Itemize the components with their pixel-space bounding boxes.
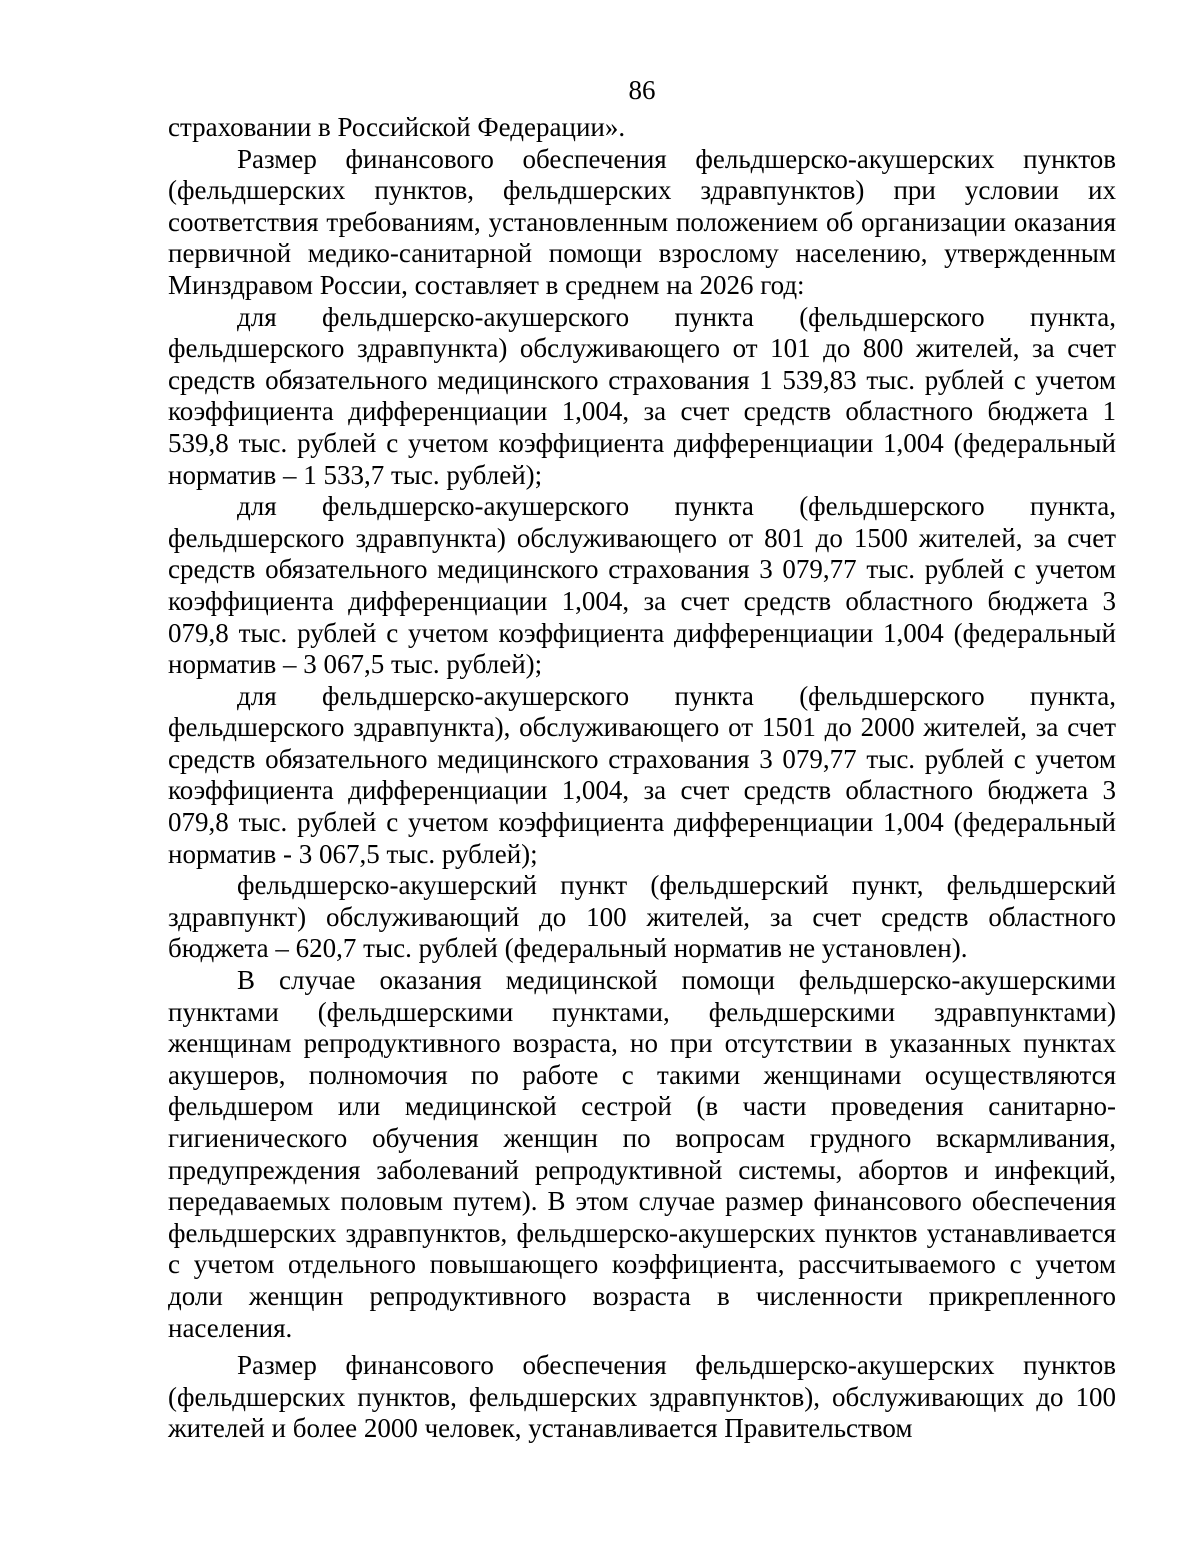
paragraph-fap-801-1500: для фельдшерско-акушерского пункта (фельдшерского пункта, фельдшерского здравпункта) обслуживающего от 801 до 1500 жителей, за счет средств обязательного медицинского страхования 3 079,77 тыс. рублей с учетом коэффициента дифференциации 1,004, за счет средств областного бюджета 3 079,8 тыс. рублей с учетом коэффициента дифференциации 1,004 (федеральный норматив – 3 067,5 тыс. рублей); xyxy=(168,491,1116,680)
page-number: 86 xyxy=(628,75,656,105)
paragraph-financing-size: Размер финансового обеспечения фельдшерско-акушерских пунктов (фельдшерских пунктов, фельдшерских здравпунктов) при условии их соответствия требованиям, установленным положением об организации оказания первичной медико-санитарной помощи взрослому населению, утвержденным Минздравом России, составляет в среднем на 2026 год: xyxy=(168,143,1116,300)
paragraph-fap-1501-2000: для фельдшерско-акушерского пункта (фельдшерского пункта, фельдшерского здравпункта), обслуживающего от 1501 до 2000 жителей, за счет средств обязательного медицинского страхования 3 079,77 тыс. рублей с учетом коэффициента дифференциации 1,004, за счет средств областного бюджета 3 079,8 тыс. рублей с учетом коэффициента дифференциации 1,004 (федеральный норматив - 3 067,5 тыс. рублей); xyxy=(168,680,1116,869)
paragraph-fap-up-to-100: фельдшерско-акушерский пункт (фельдшерский пункт, фельдшерский здравпункт) обслуживающий до 100 жителей, за счет средств областного бюджета – 620,7 тыс. рублей (федеральный норматив не установлен). xyxy=(168,870,1116,964)
paragraph-continuation: страховании в Российской Федерации». xyxy=(168,112,626,142)
paragraph-government-set: Размер финансового обеспечения фельдшерско-акушерских пунктов (фельдшерских пунктов, фельдшерских здравпунктов), обслуживающих до 100 жителей и более 2000 человек, устанавливается Правительством xyxy=(168,1350,1116,1444)
paragraph-fap-101-800: для фельдшерско-акушерского пункта (фельдшерского пункта, фельдшерского здравпункта) обслуживающего от 101 до 800 жителей, за счет средств обязательного медицинского страхования 1 539,83 тыс. рублей с учетом коэффициента дифференциации 1,004, за счет средств областного бюджета 1 539,8 тыс. рублей с учетом коэффициента дифференциации 1,004 (федеральный норматив – 1 533,7 тыс. рублей); xyxy=(168,301,1116,490)
document-body xyxy=(168,112,1116,1445)
paragraph-reproductive-age: В случае оказания медицинской помощи фельдшерско-акушерскими пунктами (фельдшерскими пунктами, фельдшерскими здравпунктами) женщинам репродуктивного возраста, но при отсутствии в указанных пунктах акушеров, полномочия по работе с такими женщинами осуществляются фельдшером или медицинской сестрой (в части проведения санитарно-гигиенического обучения женщин по вопросам грудного вскармливания, предупреждения заболеваний репродуктивной системы, абортов и инфекций, передаваемых половым путем). В этом случае размер финансового обеспечения фельдшерских здравпунктов, фельдшерско-акушерских пунктов устанавливается с учетом отдельного повышающего коэффициента, рассчитываемого с учетом доли женщин репродуктивного возраста в численности прикрепленного населения. xyxy=(168,965,1116,1343)
